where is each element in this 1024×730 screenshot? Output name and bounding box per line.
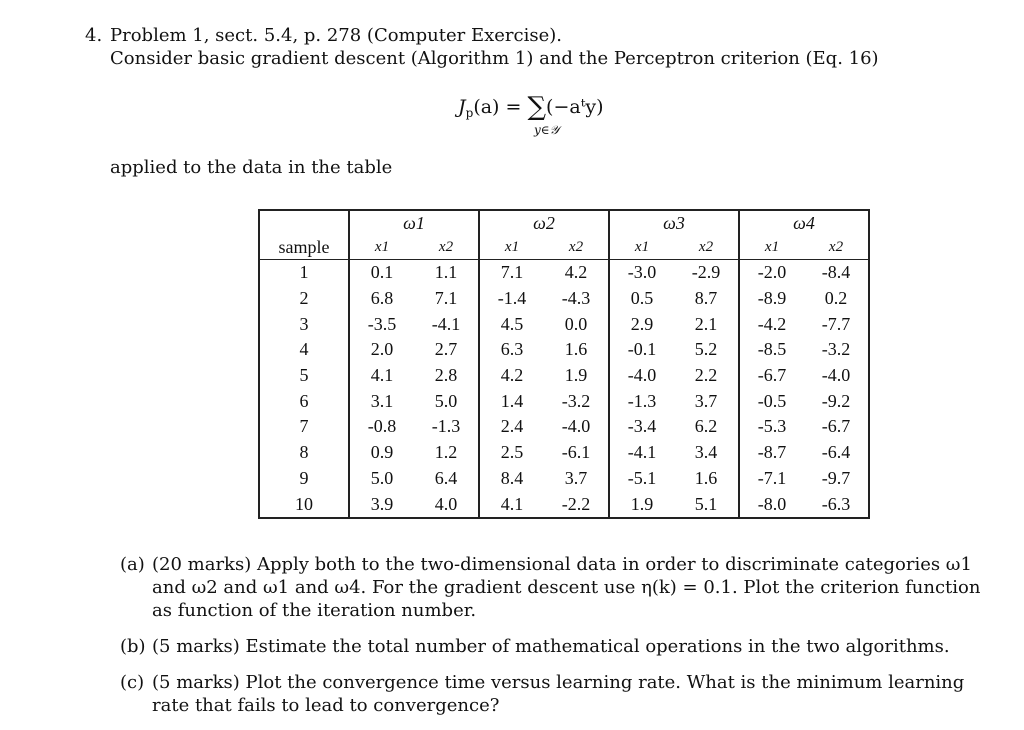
value-cell: -6.3 xyxy=(821,493,851,514)
value-cell: -4.1 xyxy=(414,311,479,337)
value-cell: 3.1 xyxy=(370,390,394,411)
value-cell: -4.2 xyxy=(757,313,787,334)
table-row xyxy=(259,363,869,389)
sample-header: sample xyxy=(259,235,349,260)
table-row xyxy=(259,311,869,337)
equation-lhs-subscript: p xyxy=(465,106,474,120)
value-cell: -6.1 xyxy=(544,440,609,466)
sample-number-cell: 7 xyxy=(259,414,349,440)
value-cell: -6.7 xyxy=(821,416,851,437)
value-cell: -4.1 xyxy=(627,442,657,463)
value-cell: 1.4 xyxy=(500,390,524,411)
variable-header-row xyxy=(259,235,869,260)
table-row xyxy=(259,491,869,518)
value-cell: -2.9 xyxy=(674,260,739,286)
value-cell: -3.2 xyxy=(544,388,609,414)
value-cell: 1.2 xyxy=(414,440,479,466)
value-cell: -4.3 xyxy=(544,286,609,312)
value-cell: -3.5 xyxy=(367,313,397,334)
var-header: x1 xyxy=(764,238,780,255)
value-cell: 2.1 xyxy=(674,311,739,337)
var-header: x1 xyxy=(504,238,520,255)
part-text: (5 marks) Plot the convergence time versus learning rate. What is the minimum learning rate that fails to lead to convergence? xyxy=(152,672,965,717)
value-cell: 8.7 xyxy=(674,286,739,312)
value-cell: -9.2 xyxy=(821,390,851,411)
sample-number-cell: 5 xyxy=(259,363,349,389)
var-header: x2 xyxy=(414,235,479,260)
question-title: Problem 1, sect. 5.4, p. 278 (Computer Exercise). xyxy=(110,25,562,46)
question-parts xyxy=(120,553,1000,730)
value-cell: -0.1 xyxy=(627,339,657,360)
value-cell: -3.0 xyxy=(609,260,674,286)
applied-text: applied to the data in the table xyxy=(110,157,393,178)
table-row xyxy=(259,414,869,440)
value-cell: 8.4 xyxy=(500,467,524,488)
equation-lhs: J xyxy=(458,96,466,118)
data-table xyxy=(258,209,870,519)
part-text: (5 marks) Estimate the total number of mathematical operations in the two algorithms. xyxy=(152,636,950,658)
group-header: ω2 xyxy=(479,210,609,235)
value-cell: -2.2 xyxy=(544,491,609,518)
sum-symbol: ∑ xyxy=(527,92,547,122)
value-cell: 1.6 xyxy=(674,466,739,492)
group-header-row xyxy=(259,210,869,235)
perceptron-criterion-equation xyxy=(458,90,604,120)
value-cell: 6.3 xyxy=(500,339,524,360)
value-cell: 7.1 xyxy=(479,260,544,286)
value-cell: 3.7 xyxy=(544,466,609,492)
value-cell: 2.0 xyxy=(370,339,394,360)
table-row xyxy=(259,466,869,492)
table-row xyxy=(259,286,869,312)
sample-number-cell: 4 xyxy=(259,337,349,363)
value-cell: -1.3 xyxy=(414,414,479,440)
value-cell: 0.2 xyxy=(824,288,848,309)
value-cell: 6.2 xyxy=(674,414,739,440)
part-label: (b) xyxy=(120,636,146,658)
value-cell: 1.6 xyxy=(544,337,609,363)
value-cell: 4.0 xyxy=(414,491,479,518)
var-header: x2 xyxy=(674,235,739,260)
group-header: ω1 xyxy=(349,210,479,235)
value-cell: -7.1 xyxy=(757,467,787,488)
value-cell: 2.9 xyxy=(630,313,654,334)
value-cell: 3.9 xyxy=(370,493,394,514)
value-cell: 1.9 xyxy=(544,363,609,389)
question-part xyxy=(120,635,1000,658)
value-cell: 3.4 xyxy=(674,440,739,466)
value-cell: -6.7 xyxy=(757,365,787,386)
value-cell: 2.2 xyxy=(674,363,739,389)
group-header: ω3 xyxy=(609,210,739,235)
sample-number-cell: 10 xyxy=(259,491,349,518)
value-cell: 5.2 xyxy=(674,337,739,363)
var-header: x1 xyxy=(374,238,390,255)
sum-index: y∈𝒴 xyxy=(534,123,560,137)
value-cell: -8.0 xyxy=(757,493,787,514)
sample-number-cell: 8 xyxy=(259,440,349,466)
value-cell: -0.8 xyxy=(367,416,397,437)
value-cell: 4.2 xyxy=(500,365,524,386)
value-cell: -3.2 xyxy=(821,339,851,360)
value-cell: -1.4 xyxy=(497,288,527,309)
value-cell: -8.4 xyxy=(804,260,869,286)
question-part xyxy=(120,553,1000,622)
value-cell: 0.9 xyxy=(370,442,394,463)
value-cell: 0.1 xyxy=(349,260,414,286)
value-cell: -1.3 xyxy=(627,390,657,411)
value-cell: 1.1 xyxy=(414,260,479,286)
value-cell: 6.8 xyxy=(370,288,394,309)
value-cell: -5.3 xyxy=(757,416,787,437)
value-cell: -4.0 xyxy=(627,365,657,386)
value-cell: -4.0 xyxy=(544,414,609,440)
sample-number-cell: 1 xyxy=(259,260,349,286)
part-text: (20 marks) Apply both to the two-dimensional data in order to discriminate categories ω1 and ω2 and ω1 and ω4. For the gradient descent use η(k) = 0.1. Plot the criterion function as function of the iteration number. xyxy=(152,554,981,622)
part-label: (a) xyxy=(120,554,145,575)
value-cell: 4.2 xyxy=(544,260,609,286)
value-cell: -5.1 xyxy=(627,467,657,488)
question-part xyxy=(120,671,1000,717)
value-cell: 0.5 xyxy=(630,288,654,309)
value-cell: -8.9 xyxy=(757,288,787,309)
sample-number-cell: 9 xyxy=(259,466,349,492)
value-cell: 2.8 xyxy=(414,363,479,389)
value-cell: -4.0 xyxy=(821,365,851,386)
var-header: x2 xyxy=(544,235,609,260)
table-row xyxy=(259,337,869,363)
sample-number-cell: 3 xyxy=(259,311,349,337)
value-cell: -0.5 xyxy=(757,390,787,411)
value-cell: -6.4 xyxy=(821,442,851,463)
value-cell: 4.1 xyxy=(500,493,524,514)
group-header: ω4 xyxy=(793,212,815,233)
value-cell: 2.5 xyxy=(500,442,524,463)
table-row xyxy=(259,260,869,286)
value-cell: 5.1 xyxy=(674,491,739,518)
value-cell: 6.4 xyxy=(414,466,479,492)
table-row xyxy=(259,388,869,414)
value-cell: -8.7 xyxy=(757,442,787,463)
value-cell: 3.7 xyxy=(674,388,739,414)
var-header: x1 xyxy=(634,238,650,255)
value-cell: 2.7 xyxy=(414,337,479,363)
value-cell: 4.5 xyxy=(500,313,524,334)
value-cell: 5.0 xyxy=(414,388,479,414)
value-cell: 2.4 xyxy=(500,416,524,437)
equation-summand: (−aᵗy) xyxy=(546,96,604,118)
value-cell: -9.7 xyxy=(821,467,851,488)
value-cell: 1.9 xyxy=(630,493,654,514)
value-cell: -7.7 xyxy=(821,313,851,334)
question-intro: Consider basic gradient descent (Algorithm 1) and the Perceptron criterion (Eq. 16) xyxy=(110,48,879,69)
question-number: 4. xyxy=(85,25,103,46)
value-cell: 5.0 xyxy=(370,467,394,488)
table-row xyxy=(259,440,869,466)
value-cell: 7.1 xyxy=(414,286,479,312)
sample-number-cell: 2 xyxy=(259,286,349,312)
value-cell: -2.0 xyxy=(739,260,804,286)
value-cell: -8.5 xyxy=(757,339,787,360)
equation-lhs-argument: (a) = xyxy=(473,96,522,118)
value-cell: 0.0 xyxy=(544,311,609,337)
table-body xyxy=(259,260,869,518)
value-cell: -3.4 xyxy=(627,416,657,437)
sample-number-cell: 6 xyxy=(259,388,349,414)
value-cell: 4.1 xyxy=(370,365,394,386)
part-label: (c) xyxy=(120,672,145,694)
var-header: x2 xyxy=(828,238,844,255)
